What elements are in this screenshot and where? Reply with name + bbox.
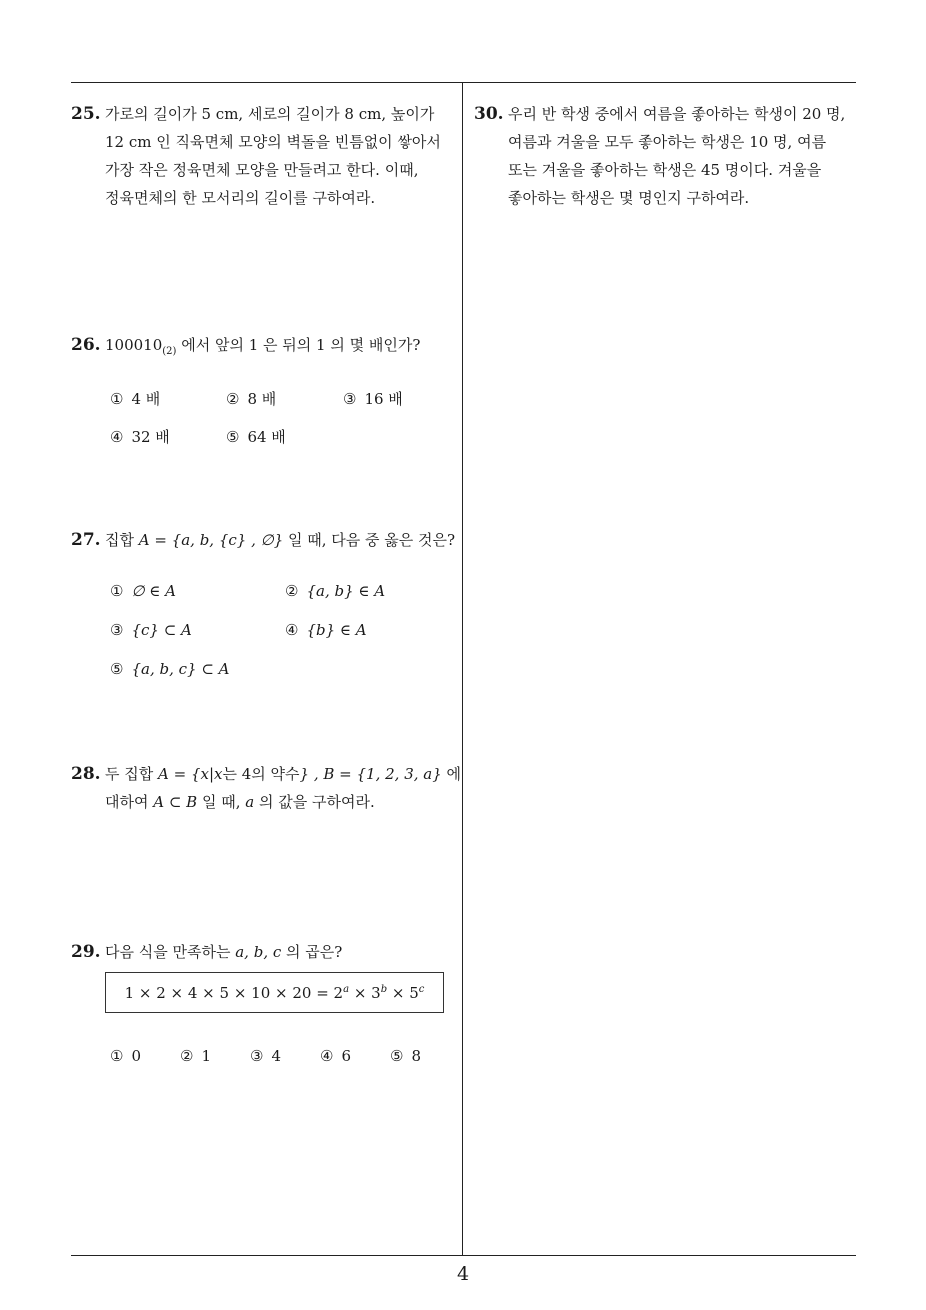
choice-3[interactable]: ③ 16 배 xyxy=(343,390,403,408)
choice-3[interactable]: ③ 4 xyxy=(250,1047,281,1065)
column-divider xyxy=(462,82,463,1256)
question-27 xyxy=(71,526,456,554)
choice-2[interactable]: ② {a, b} ∈ A xyxy=(285,582,386,600)
question-30 xyxy=(474,100,859,212)
equation-box xyxy=(105,972,444,1013)
question-stem: 에서 앞의 1 은 뒤의 1 의 몇 배인가? xyxy=(176,336,421,354)
question-text xyxy=(105,331,451,366)
choice-3[interactable]: ③ {c} ⊂ A xyxy=(110,621,192,639)
question-number: 26. xyxy=(71,335,101,355)
choice-5[interactable]: ⑤ 64 배 xyxy=(226,428,286,446)
choice-4[interactable]: ④ {b} ∈ A xyxy=(285,621,367,639)
question-number: 30. xyxy=(474,104,504,124)
question-text: 집합 A = {a, b, {c} , ∅} 일 때, 다음 중 옳은 것은? xyxy=(105,531,456,549)
question-line: 또는 겨울을 좋아하는 학생은 45 명이다. 겨울을 xyxy=(508,161,822,179)
question-number: 25. xyxy=(71,104,101,124)
choice-5[interactable]: ⑤ {a, b, c} ⊂ A xyxy=(110,660,230,678)
question-text: 두 집합 A = {x|x는 4의 약수} , B = {1, 2, 3, a} 에 대하여 A ⊂ B 일 때, a 의 값을 구하여라. xyxy=(105,765,462,811)
bottom-rule xyxy=(71,1255,856,1256)
question-26 xyxy=(71,331,451,366)
question-text xyxy=(105,100,451,212)
question-29 xyxy=(71,938,451,966)
question-number: 29. xyxy=(71,942,101,962)
question-line: 12 cm 인 직육면체 모양의 벽돌을 빈틈없이 쌓아서 xyxy=(105,133,441,151)
question-25 xyxy=(71,100,451,212)
question-line: 정육면체의 한 모서리의 길이를 구하여라. xyxy=(105,189,376,207)
page-number: 4 xyxy=(456,1263,470,1285)
top-rule xyxy=(71,82,856,83)
question-line: 가로의 길이가 5 cm, 세로의 길이가 8 cm, 높이가 xyxy=(105,105,435,123)
choice-1[interactable]: ① 4 배 xyxy=(110,390,161,408)
question-line: 가장 작은 정육면체 모양을 만들려고 한다. 이때, xyxy=(105,161,419,179)
choice-5[interactable]: ⑤ 8 xyxy=(390,1047,421,1065)
choice-4[interactable]: ④ 6 xyxy=(320,1047,351,1065)
question-number: 28. xyxy=(71,764,101,784)
question-28 xyxy=(71,760,462,816)
set-definition: A = {a, b, {c} , ∅} xyxy=(138,531,284,549)
question-number: 27. xyxy=(71,530,101,550)
choice-1[interactable]: ① 0 xyxy=(110,1047,141,1065)
equation: $1 \times 2 \times 4 \times 5 \times 10 \times 20 = 2^a \times 3^b \times 5^c$ xyxy=(124,983,425,1002)
binary-number: 100010 xyxy=(105,336,163,354)
base-subscript: (2) xyxy=(162,346,177,357)
choice-4[interactable]: ④ 32 배 xyxy=(110,428,170,446)
question-line: 여름과 겨울을 모두 좋아하는 학생은 10 명, 여름 xyxy=(508,133,827,151)
question-line: 우리 반 학생 중에서 여름을 좋아하는 학생이 20 명, xyxy=(508,105,846,123)
question-text xyxy=(508,100,859,212)
choice-2[interactable]: ② 8 배 xyxy=(226,390,277,408)
choice-2[interactable]: ② 1 xyxy=(180,1047,211,1065)
choice-1[interactable]: ① ∅ ∈ A xyxy=(110,582,176,600)
question-text: 다음 식을 만족하는 a, b, c 의 곱은? xyxy=(105,943,343,961)
question-line: 좋아하는 학생은 몇 명인지 구하여라. xyxy=(508,189,750,207)
